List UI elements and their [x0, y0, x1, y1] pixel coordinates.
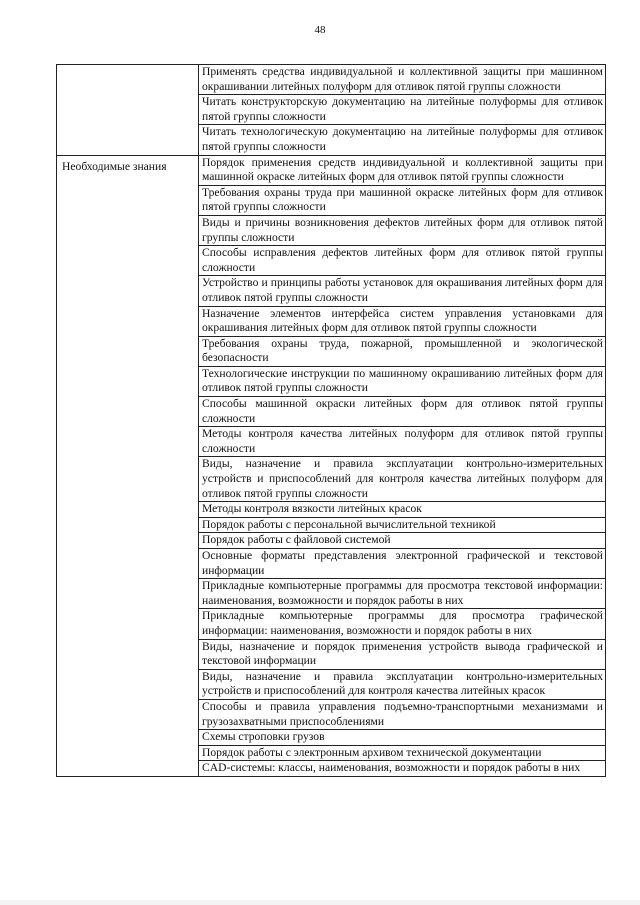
table-cell: Схемы строповки грузов [199, 730, 606, 746]
table-cell: Порядок работы с электронным архивом технической документации [199, 745, 606, 761]
competency-table [56, 64, 606, 777]
table-cell: Виды, назначение и правила эксплуатации контрольно-измерительных устройств и приспособлений для контроля качества литейных красок [199, 669, 606, 699]
skills-label-cell [57, 65, 199, 156]
table-cell: Методы контроля качества литейных полуформ для отливок пятой группы сложности [199, 427, 606, 457]
table-cell: Читать технологическую документацию на литейные полуформы для отливок пятой группы сложности [199, 125, 606, 155]
table-cell: CAD-системы: классы, наименования, возможности и порядок работы в них [199, 761, 606, 777]
scan-edge [0, 900, 640, 905]
table-row [57, 155, 606, 185]
table-cell: Виды, назначение и порядок применения устройств вывода графической и текстовой информации [199, 639, 606, 669]
table-cell: Порядок работы с персональной вычислительной техникой [199, 517, 606, 533]
table-cell: Методы контроля вязкости литейных красок [199, 502, 606, 518]
table-cell: Назначение элементов интерфейса систем управления установками для окрашивания литейных форм для отливок пятой группы сложности [199, 306, 606, 336]
table-cell: Способы исправления дефектов литейных форм для отливок пятой группы сложности [199, 246, 606, 276]
table-row [57, 65, 606, 95]
table-cell: Основные форматы представления электронной графической и текстовой информации [199, 549, 606, 579]
table-cell: Прикладные компьютерные программы для просмотра графической информации: наименования, возможности и порядок работы в них [199, 609, 606, 639]
table-cell: Способы машинной окраски литейных форм для отливок пятой группы сложности [199, 397, 606, 427]
table-cell: Устройство и принципы работы установок для окрашивания литейных форм для отливок пятой группы сложности [199, 276, 606, 306]
table-cell: Виды и причины возникновения дефектов литейных форм для отливок пятой группы сложности [199, 215, 606, 245]
knowledge-label: Необходимые знания [57, 155, 199, 776]
table-cell: Читать конструкторскую документацию на литейные полуформы для отливок пятой группы сложности [199, 95, 606, 125]
table-cell: Требования охраны труда, пожарной, промышленной и экологической безопасности [199, 336, 606, 366]
table-cell: Виды, назначение и правила эксплуатации контрольно-измерительных устройств и приспособлений для контроля качества литейных полуформ для отливок пятой группы сложности [199, 457, 606, 502]
table-cell: Порядок применения средств индивидуальной и коллективной защиты при машинной окраске литейных форм для отливок пятой группы сложности [199, 155, 606, 185]
table-cell: Технологические инструкции по машинному окрашиванию литейных форм для отливок пятой группы сложности [199, 366, 606, 396]
table-cell: Применять средства индивидуальной и коллективной защиты при машинном окрашивании литейных полуформ для отливок пятой группы сложности [199, 65, 606, 95]
table-cell: Порядок работы с файловой системой [199, 533, 606, 549]
table-cell: Способы и правила управления подъемно-транспортными механизмами и грузозахватными приспособлениями [199, 699, 606, 729]
table-cell: Требования охраны труда при машинной окраске литейных форм для отливок пятой группы сложности [199, 185, 606, 215]
page-number: 48 [314, 24, 326, 36]
table-cell: Прикладные компьютерные программы для просмотра текстовой информации: наименования, возможности и порядок работы в них [199, 579, 606, 609]
